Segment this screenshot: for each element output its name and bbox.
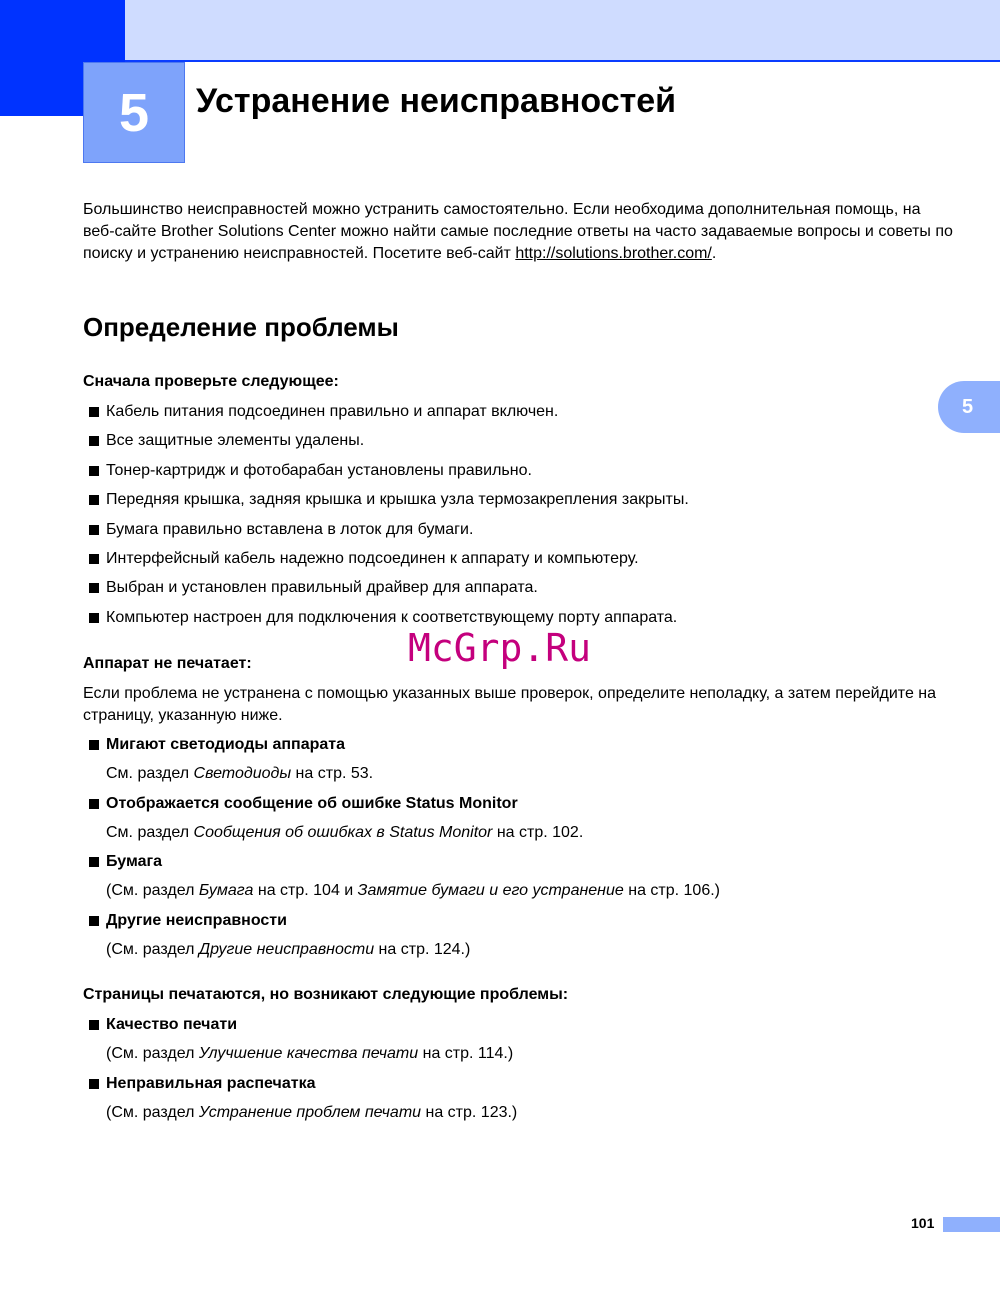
ref-link: Светодиоды bbox=[193, 765, 292, 782]
ref-link: Сообщения об ошибках в Status Monitor bbox=[193, 824, 493, 841]
bullet-square-icon bbox=[89, 466, 99, 476]
bullet-square-icon bbox=[89, 740, 99, 750]
problem-reference: (См. раздел Улучшение качества печати на стр. 114.) bbox=[106, 1045, 514, 1062]
check-first-label: Сначала проверьте следующее: bbox=[83, 373, 339, 390]
page-number: 101 bbox=[911, 1215, 935, 1231]
problem-item-paper bbox=[89, 851, 720, 902]
check-list bbox=[89, 401, 689, 636]
problem-item-wrong-printout bbox=[89, 1073, 517, 1124]
ref-link: Бумага bbox=[198, 882, 254, 899]
bullet-square-icon bbox=[89, 799, 99, 809]
bullet-square-icon bbox=[89, 857, 99, 867]
problem-reference: (См. раздел Бумага на стр. 104 и Замятие бумаги и его устранение на стр. 106.) bbox=[106, 882, 720, 899]
bullet-square-icon bbox=[89, 1079, 99, 1089]
problem-reference: См. раздел Светодиоды на стр. 53. bbox=[106, 765, 374, 782]
problem-title: Неправильная распечатка bbox=[106, 1075, 316, 1092]
problem-item-other bbox=[89, 910, 470, 961]
list-item-text: Тонер-картридж и фотобарабан установлены правильно. bbox=[106, 461, 532, 479]
bullet-square-icon bbox=[89, 495, 99, 505]
list-item bbox=[89, 401, 689, 430]
bullet-square-icon bbox=[89, 916, 99, 926]
problem-reference: (См. раздел Другие неисправности на стр. 124.) bbox=[106, 941, 471, 958]
list-item-text: Компьютер настроен для подключения к соответствующему порту аппарата. bbox=[106, 608, 678, 626]
list-item-text: Выбран и установлен правильный драйвер для аппарата. bbox=[106, 579, 538, 597]
list-item-text: Кабель питания подсоединен правильно и аппарат включен. bbox=[106, 403, 559, 420]
bullet-square-icon bbox=[89, 583, 99, 593]
ref-link: Замятие бумаги и его устранение bbox=[357, 882, 624, 899]
bullet-square-icon bbox=[89, 436, 99, 446]
no-print-paragraph: Если проблема не устранена с помощью указанных выше проверок, определите неполадку, а затем перейдите на страницу, указанную ниже. bbox=[83, 685, 937, 724]
problem-item-leds bbox=[89, 734, 373, 785]
list-item bbox=[89, 607, 689, 636]
solutions-link[interactable]: http://solutions.brother.com/ bbox=[515, 245, 712, 262]
chapter-title: Устранение неисправностей bbox=[196, 82, 677, 120]
problem-title: Бумага bbox=[106, 853, 163, 870]
ref-link: Устранение проблем печати bbox=[198, 1104, 422, 1121]
problem-reference: См. раздел Сообщения об ошибках в Status Monitor на стр. 102. bbox=[106, 824, 584, 841]
list-item-text: Все защитные элементы удалены. bbox=[106, 432, 365, 450]
ref-link: Другие неисправности bbox=[198, 941, 375, 958]
problem-title: Качество печати bbox=[106, 1016, 238, 1033]
intro-end: . bbox=[711, 245, 717, 262]
bullet-square-icon bbox=[89, 407, 99, 417]
list-item bbox=[89, 519, 689, 548]
bullet-square-icon bbox=[89, 554, 99, 564]
section-title: Определение проблемы bbox=[83, 312, 399, 342]
problem-item-status-monitor bbox=[89, 793, 583, 844]
bullet-square-icon bbox=[89, 613, 99, 623]
bullet-square-icon bbox=[89, 525, 99, 535]
header-band bbox=[0, 0, 1000, 60]
problem-title: Отображается сообщение об ошибке Status Monitor bbox=[106, 795, 518, 812]
list-item-text: Интерфейсный кабель надежно подсоединен к аппарату и компьютеру. bbox=[106, 549, 639, 567]
list-item bbox=[89, 430, 689, 459]
problem-item-print-quality bbox=[89, 1014, 513, 1065]
intro-paragraph bbox=[83, 199, 953, 265]
list-item bbox=[89, 489, 689, 518]
intro-text: Большинство неисправностей можно устранить самостоятельно. Если необходима дополнительная помощь, на веб-сайте Brother Solutions Center можно найти самые последние ответы на часто задаваемые вопросы и советы по поиску и устранению неисправностей. Посетите веб-сайт bbox=[83, 201, 953, 262]
bullet-square-icon bbox=[89, 1020, 99, 1030]
chapter-number-box: 5 bbox=[83, 62, 185, 163]
chapter-side-tab: 5 bbox=[938, 381, 1000, 433]
list-item bbox=[89, 548, 689, 577]
list-item bbox=[89, 577, 689, 606]
problem-title: Мигают светодиоды аппарата bbox=[106, 736, 346, 753]
list-item-text: Бумага правильно вставлена в лоток для бумаги. bbox=[106, 520, 474, 538]
list-item bbox=[89, 460, 689, 489]
list-item-text: Передняя крышка, задняя крышка и крышка узла термозакрепления закрыты. bbox=[106, 491, 689, 509]
footer-bar bbox=[943, 1217, 1000, 1232]
watermark: McGrp.Ru bbox=[408, 626, 592, 670]
print-problems-label: Страницы печатаются, но возникают следующие проблемы: bbox=[83, 986, 569, 1003]
problem-title: Другие неисправности bbox=[106, 912, 287, 929]
no-print-label: Аппарат не печатает: bbox=[83, 655, 252, 672]
problem-reference: (См. раздел Устранение проблем печати на стр. 123.) bbox=[106, 1104, 518, 1121]
ref-link: Улучшение качества печати bbox=[198, 1045, 419, 1062]
